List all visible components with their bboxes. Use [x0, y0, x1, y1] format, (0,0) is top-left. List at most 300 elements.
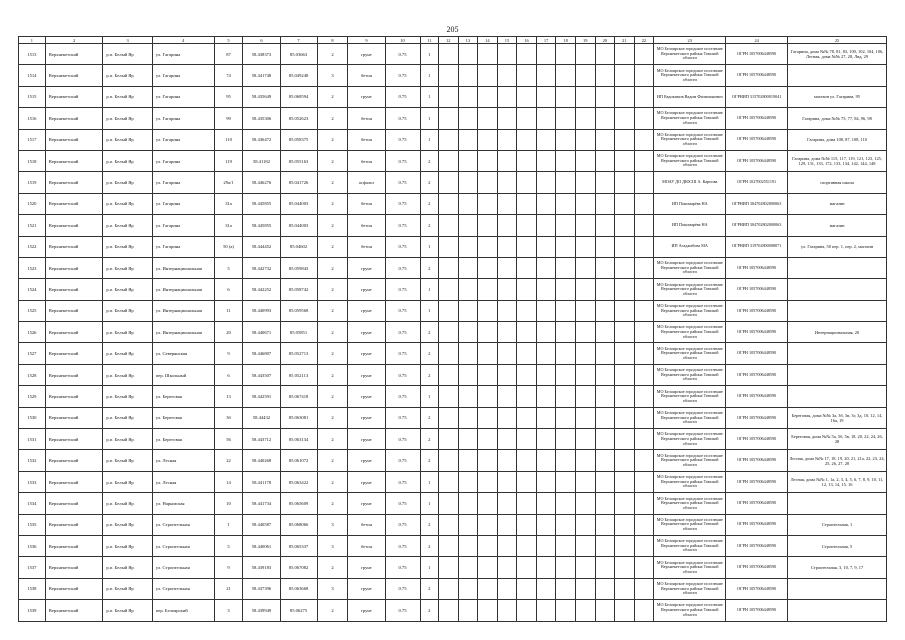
empty-cell — [615, 450, 635, 471]
empty-cell — [556, 322, 576, 343]
empty-cell — [517, 86, 537, 107]
surface-cell: грунт — [348, 450, 385, 471]
latitude-cell: 58.435649 — [243, 86, 280, 107]
owner-cell: МО Белоярское городское поселение Верхнекетского района Томской области — [654, 514, 726, 535]
owner-cell: МО Белоярское городское поселение Верхнекетского района Томской области — [654, 493, 726, 514]
longitude-cell: 85.068594 — [280, 86, 317, 107]
column-number-header: 23 — [654, 37, 726, 44]
served-addresses-cell: ул. Гагарина, 50 пер. 1, пер. 2, магазин — [788, 236, 887, 257]
district-cell: Верхнекетский — [45, 236, 103, 257]
empty-cell — [634, 279, 654, 300]
empty-cell — [536, 193, 556, 214]
latitude-cell: 58.439183 — [243, 557, 280, 578]
row-number-cell: 1519 — [19, 172, 46, 193]
empty-cell — [556, 279, 576, 300]
empty-cell — [556, 450, 576, 471]
empty-cell — [478, 535, 498, 556]
empty-cell — [615, 535, 635, 556]
owner-cell: МО Белоярское городское поселение Верхнекетского района Томской области — [654, 557, 726, 578]
area-cell: 0.75 — [385, 429, 420, 450]
empty-cell — [556, 172, 576, 193]
column-number-header: 17 — [536, 37, 556, 44]
empty-cell — [595, 129, 615, 150]
row-number-cell: 1536 — [19, 535, 46, 556]
area-cell: 0.75 — [385, 150, 420, 171]
empty-cell — [517, 65, 537, 86]
empty-cell — [615, 557, 635, 578]
empty-cell — [556, 236, 576, 257]
area-cell: 0.75 — [385, 44, 420, 65]
platform-count-cell: 1 — [420, 236, 439, 257]
empty-cell — [595, 535, 615, 556]
platform-count-cell: 1 — [420, 386, 439, 407]
empty-cell — [478, 44, 498, 65]
empty-cell — [575, 257, 595, 278]
empty-cell — [458, 450, 478, 471]
row-number-cell: 1530 — [19, 407, 46, 428]
owner-cell: МО Белоярское городское поселение Верхнекетского района Томской области — [654, 471, 726, 492]
empty-cell — [556, 600, 576, 621]
served-addresses-cell — [788, 65, 887, 86]
platform-count-cell: 2 — [420, 364, 439, 385]
served-addresses-cell — [788, 257, 887, 278]
empty-cell — [556, 300, 576, 321]
empty-cell — [458, 44, 478, 65]
longitude-cell: 85.059843 — [280, 257, 317, 278]
area-cell: 0.75 — [385, 600, 420, 621]
street-cell: ул. Гагарина — [152, 193, 214, 214]
column-number-row — [19, 37, 887, 44]
column-number-header: 19 — [575, 37, 595, 44]
longitude-cell: 85.063081 — [280, 407, 317, 428]
container-count-cell: 2 — [317, 364, 348, 385]
ogrn-cell: ОГРН 1057006448590 — [726, 514, 788, 535]
table-row — [19, 364, 887, 385]
empty-cell — [615, 236, 635, 257]
street-cell: ул. Строительная — [152, 535, 214, 556]
ogrn-cell: ОГРН 1057006448590 — [726, 429, 788, 450]
served-addresses-cell — [788, 386, 887, 407]
table-row — [19, 86, 887, 107]
empty-cell — [595, 193, 615, 214]
owner-cell: МО Белоярское городское поселение Верхнекетского района Томской области — [654, 300, 726, 321]
container-count-cell: 2 — [317, 407, 348, 428]
empty-cell — [634, 193, 654, 214]
surface-cell: бетон — [348, 150, 385, 171]
table-row — [19, 108, 887, 129]
empty-cell — [478, 450, 498, 471]
table-row — [19, 450, 887, 471]
latitude-cell: 58.444452 — [243, 236, 280, 257]
owner-cell: МО Белоярское городское поселение Верхнекетского района Томской области — [654, 535, 726, 556]
empty-cell — [497, 279, 517, 300]
longitude-cell: 85.061072 — [280, 450, 317, 471]
container-count-cell: 2 — [317, 108, 348, 129]
owner-cell: ИП Пономарёва НА — [654, 215, 726, 236]
surface-cell: бетон — [348, 193, 385, 214]
empty-cell — [517, 257, 537, 278]
empty-cell — [536, 129, 556, 150]
empty-cell — [458, 236, 478, 257]
served-addresses-cell — [788, 493, 887, 514]
latitude-cell: 58.440061 — [243, 535, 280, 556]
empty-cell — [634, 150, 654, 171]
street-cell: ул. Строительная — [152, 557, 214, 578]
surface-cell: грунт — [348, 364, 385, 385]
empty-cell — [556, 386, 576, 407]
empty-cell — [575, 514, 595, 535]
empty-cell — [497, 65, 517, 86]
district-cell: Верхнекетский — [45, 108, 103, 129]
empty-cell — [634, 493, 654, 514]
owner-cell: МО Белоярское городское поселение Верхнекетского района Томской области — [654, 600, 726, 621]
empty-cell — [439, 44, 459, 65]
empty-cell — [536, 407, 556, 428]
empty-cell — [439, 471, 459, 492]
empty-cell — [478, 279, 498, 300]
served-addresses-cell — [788, 364, 887, 385]
empty-cell — [439, 257, 459, 278]
house-cell: 11 — [214, 300, 243, 321]
empty-cell — [634, 557, 654, 578]
empty-cell — [536, 322, 556, 343]
empty-cell — [439, 150, 459, 171]
street-cell: ул. Береговая — [152, 386, 214, 407]
empty-cell — [497, 193, 517, 214]
row-number-cell: 1515 — [19, 86, 46, 107]
empty-cell — [439, 343, 459, 364]
area-cell: 0.75 — [385, 343, 420, 364]
container-count-cell: 2 — [317, 215, 348, 236]
district-cell: Верхнекетский — [45, 600, 103, 621]
district-cell: Верхнекетский — [45, 407, 103, 428]
empty-cell — [458, 557, 478, 578]
owner-cell: МО Белоярское городское поселение Верхнекетского района Томской области — [654, 44, 726, 65]
row-number-cell: 1522 — [19, 236, 46, 257]
table-row — [19, 44, 887, 65]
empty-cell — [517, 193, 537, 214]
empty-cell — [595, 257, 615, 278]
ogrn-cell: ОГРН 1057006448590 — [726, 150, 788, 171]
latitude-cell: 58.441748 — [243, 65, 280, 86]
street-cell: ул. Интернациональная — [152, 300, 214, 321]
latitude-cell: 58.438373 — [243, 44, 280, 65]
empty-cell — [478, 471, 498, 492]
ogrn-cell: ОГРН 1057006448590 — [726, 386, 788, 407]
latitude-cell: 58.442252 — [243, 279, 280, 300]
table-row — [19, 578, 887, 599]
surface-cell: бетон — [348, 535, 385, 556]
served-addresses-cell: Строительная, 5 — [788, 535, 887, 556]
empty-cell — [536, 514, 556, 535]
empty-cell — [458, 300, 478, 321]
empty-cell — [634, 44, 654, 65]
platform-count-cell: 1 — [420, 44, 439, 65]
waste-site-register-table — [18, 36, 887, 622]
surface-cell: грунт — [348, 493, 385, 514]
empty-cell — [575, 429, 595, 450]
empty-cell — [458, 600, 478, 621]
longitude-cell: 85.03663 — [280, 44, 317, 65]
area-cell: 0.75 — [385, 236, 420, 257]
table-row — [19, 257, 887, 278]
latitude-cell: 58.435306 — [243, 108, 280, 129]
latitude-cell: 58.441734 — [243, 493, 280, 514]
empty-cell — [497, 386, 517, 407]
empty-cell — [556, 471, 576, 492]
row-number-cell: 1516 — [19, 108, 46, 129]
empty-cell — [458, 471, 478, 492]
settlement-cell: р.п. Белый Яр — [103, 535, 152, 556]
district-cell: Верхнекетский — [45, 257, 103, 278]
empty-cell — [575, 407, 595, 428]
container-count-cell: 2 — [317, 44, 348, 65]
longitude-cell: 85.063668 — [280, 578, 317, 599]
column-number-header: 10 — [385, 37, 420, 44]
empty-cell — [517, 493, 537, 514]
surface-cell: грунт — [348, 279, 385, 300]
empty-cell — [478, 578, 498, 599]
empty-cell — [478, 300, 498, 321]
empty-cell — [634, 257, 654, 278]
empty-cell — [517, 236, 537, 257]
empty-cell — [615, 514, 635, 535]
table-row — [19, 322, 887, 343]
street-cell: ул. Гагарина — [152, 65, 214, 86]
row-number-cell: 1514 — [19, 65, 46, 86]
district-cell: Верхнекетский — [45, 215, 103, 236]
empty-cell — [439, 578, 459, 599]
row-number-cell: 1539 — [19, 600, 46, 621]
latitude-cell: 58.439949 — [243, 600, 280, 621]
row-number-cell: 1531 — [19, 429, 46, 450]
empty-cell — [478, 193, 498, 214]
empty-cell — [517, 150, 537, 171]
empty-cell — [595, 557, 615, 578]
empty-cell — [536, 172, 556, 193]
container-count-cell: 3 — [317, 578, 348, 599]
container-count-cell: 3 — [317, 535, 348, 556]
settlement-cell: р.п. Белый Яр — [103, 279, 152, 300]
empty-cell — [497, 557, 517, 578]
empty-cell — [595, 493, 615, 514]
empty-cell — [439, 322, 459, 343]
empty-cell — [478, 407, 498, 428]
latitude-cell: 58.443507 — [243, 364, 280, 385]
row-number-cell: 1520 — [19, 193, 46, 214]
container-count-cell: 2 — [317, 172, 348, 193]
empty-cell — [634, 172, 654, 193]
district-cell: Верхнекетский — [45, 386, 103, 407]
column-number-header: 7 — [280, 37, 317, 44]
empty-cell — [575, 215, 595, 236]
empty-cell — [458, 364, 478, 385]
ogrn-cell: ОГРН 1057006448590 — [726, 364, 788, 385]
empty-cell — [517, 44, 537, 65]
area-cell: 0.75 — [385, 386, 420, 407]
platform-count-cell: 1 — [420, 129, 439, 150]
empty-cell — [497, 257, 517, 278]
settlement-cell: р.п. Белый Яр — [103, 450, 152, 471]
house-cell: 22 — [214, 450, 243, 471]
empty-cell — [439, 600, 459, 621]
area-cell: 0.75 — [385, 279, 420, 300]
house-cell: 31а — [214, 193, 243, 214]
served-addresses-cell: Интернациональная, 20 — [788, 322, 887, 343]
house-cell: 6 — [214, 364, 243, 385]
row-number-cell: 1533 — [19, 471, 46, 492]
owner-cell: МО Белоярское городское поселение Верхнекетского района Томской области — [654, 322, 726, 343]
column-number-header: 15 — [497, 37, 517, 44]
empty-cell — [478, 322, 498, 343]
row-number-cell: 1527 — [19, 343, 46, 364]
empty-cell — [439, 172, 459, 193]
empty-cell — [634, 215, 654, 236]
longitude-cell: 85.052713 — [280, 343, 317, 364]
house-cell: 9 — [214, 557, 243, 578]
street-cell: ул. Интернациональная — [152, 257, 214, 278]
latitude-cell: 58.446276 — [243, 172, 280, 193]
district-cell: Верхнекетский — [45, 65, 103, 86]
longitude-cell: 85.05851 — [280, 322, 317, 343]
surface-cell: грунт — [348, 44, 385, 65]
district-cell: Верхнекетский — [45, 557, 103, 578]
empty-cell — [536, 236, 556, 257]
empty-cell — [439, 129, 459, 150]
empty-cell — [556, 108, 576, 129]
owner-cell: МО Белоярское городское поселение Верхнекетского района Томской области — [654, 65, 726, 86]
settlement-cell: р.п. Белый Яр — [103, 86, 152, 107]
table-row — [19, 493, 887, 514]
surface-cell: бетон — [348, 215, 385, 236]
street-cell: ул. Береговая — [152, 429, 214, 450]
latitude-cell: 58.445855 — [243, 215, 280, 236]
platform-count-cell: 1 — [420, 557, 439, 578]
empty-cell — [634, 65, 654, 86]
settlement-cell: р.п. Белый Яр — [103, 108, 152, 129]
empty-cell — [439, 65, 459, 86]
house-cell: 119 — [214, 150, 243, 171]
table-row — [19, 386, 887, 407]
container-count-cell: 2 — [317, 150, 348, 171]
empty-cell — [497, 150, 517, 171]
longitude-cell: 85.06275 — [280, 600, 317, 621]
empty-cell — [478, 386, 498, 407]
row-number-cell: 1513 — [19, 44, 46, 65]
empty-cell — [478, 343, 498, 364]
empty-cell — [595, 322, 615, 343]
empty-cell — [615, 407, 635, 428]
row-number-cell: 1528 — [19, 364, 46, 385]
ogrn-cell: ОГРН 1057006448590 — [726, 493, 788, 514]
empty-cell — [536, 108, 556, 129]
street-cell: ул. Лесная — [152, 471, 214, 492]
longitude-cell: 85.067082 — [280, 557, 317, 578]
owner-cell: МОАУ ДО ДЮСШ А. Карпова — [654, 172, 726, 193]
area-cell: 0.75 — [385, 300, 420, 321]
empty-cell — [634, 108, 654, 129]
empty-cell — [536, 44, 556, 65]
latitude-cell: 58.446807 — [243, 343, 280, 364]
ogrn-cell: ОГРНИП 304702802800063 — [726, 193, 788, 214]
settlement-cell: р.п. Белый Яр — [103, 514, 152, 535]
platform-count-cell: 2 — [420, 150, 439, 171]
street-cell: ул. Гагарина — [152, 236, 214, 257]
served-addresses-cell — [788, 300, 887, 321]
house-cell: 3 — [214, 600, 243, 621]
empty-cell — [478, 514, 498, 535]
empty-cell — [536, 578, 556, 599]
empty-cell — [458, 386, 478, 407]
owner-cell: МО Белоярское городское поселение Верхнекетского района Томской области — [654, 429, 726, 450]
settlement-cell: р.п. Белый Яр — [103, 257, 152, 278]
empty-cell — [497, 471, 517, 492]
ogrn-cell: ОГРН 1057006448590 — [726, 578, 788, 599]
ogrn-cell: ОГРН 1057006448590 — [726, 407, 788, 428]
house-cell: 5 — [214, 535, 243, 556]
surface-cell: грунт — [348, 407, 385, 428]
empty-cell — [615, 65, 635, 86]
empty-cell — [556, 65, 576, 86]
longitude-cell: 85.044003 — [280, 215, 317, 236]
district-cell: Верхнекетский — [45, 535, 103, 556]
empty-cell — [439, 279, 459, 300]
empty-cell — [575, 493, 595, 514]
longitude-cell: 85.067418 — [280, 386, 317, 407]
empty-cell — [634, 129, 654, 150]
empty-cell — [595, 471, 615, 492]
empty-cell — [517, 471, 537, 492]
empty-cell — [556, 257, 576, 278]
ogrn-cell: ОГРН 1057006448590 — [726, 279, 788, 300]
column-number-header: 9 — [348, 37, 385, 44]
empty-cell — [439, 364, 459, 385]
district-cell: Верхнекетский — [45, 44, 103, 65]
street-cell: ул. Гагарина — [152, 86, 214, 107]
empty-cell — [439, 535, 459, 556]
platform-count-cell: 2 — [420, 343, 439, 364]
empty-cell — [634, 450, 654, 471]
empty-cell — [556, 150, 576, 171]
served-addresses-cell: Гагарина, дома №№ 115, 117, 119, 121, 123, 125, 129, 131, 133, 172, 133, 134, 142, 144, 148 — [788, 150, 887, 171]
column-number-header: 21 — [615, 37, 635, 44]
column-number-header: 24 — [726, 37, 788, 44]
empty-cell — [478, 429, 498, 450]
empty-cell — [536, 471, 556, 492]
owner-cell: МО Белоярское городское поселение Верхнекетского района Томской области — [654, 364, 726, 385]
street-cell: ул. Северянская — [152, 343, 214, 364]
empty-cell — [615, 150, 635, 171]
table-row — [19, 514, 887, 535]
house-cell: 99 — [214, 108, 243, 129]
empty-cell — [536, 450, 556, 471]
container-count-cell: 2 — [317, 471, 348, 492]
longitude-cell: 85.065609 — [280, 493, 317, 514]
empty-cell — [517, 600, 537, 621]
ogrn-cell: ОГРН 1057006448590 — [726, 557, 788, 578]
empty-cell — [458, 215, 478, 236]
platform-count-cell: 2 — [420, 215, 439, 236]
empty-cell — [634, 86, 654, 107]
empty-cell — [556, 493, 576, 514]
empty-cell — [556, 578, 576, 599]
owner-cell: ИП Агаджабова МА — [654, 236, 726, 257]
ogrn-cell: ОГРН 1057006448590 — [726, 300, 788, 321]
empty-cell — [458, 429, 478, 450]
empty-cell — [595, 65, 615, 86]
table-row — [19, 236, 887, 257]
empty-cell — [595, 172, 615, 193]
